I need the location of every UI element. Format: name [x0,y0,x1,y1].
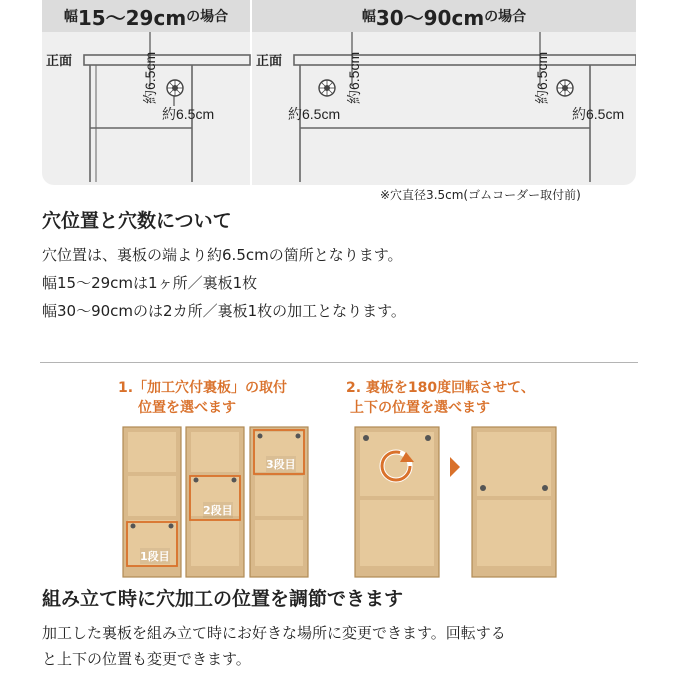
arrow-right-icon [450,457,460,477]
vertical-offset-label: 約6.5cm [346,51,362,104]
shelf-label-2: 2段目 [203,504,233,517]
right-diagram-header: 幅 30〜90cm の場合 [252,0,636,32]
front-label-left: 正面 [46,54,73,69]
horizontal-offset-label: 約6.5cm [162,106,215,122]
left-diagram-header: 幅 15〜29cm の場合 [42,0,250,32]
cabinet-3 [250,427,308,577]
step-1-label: 1.「加工穴付裏板」の取付 位置を選べます [118,380,288,416]
hole-diameter-note: ※穴直径3.5cm(ゴムコーダー取付前) [380,188,581,202]
section-divider [40,362,638,363]
hole-icon [166,79,184,97]
step-2-label: 2. 裏板を180度回転させて、 上下の位置を選べます [346,380,535,416]
shelf-label-3: 3段目 [266,458,296,471]
hole-position-diagram [42,0,636,185]
step-2-rotation-illustration [350,422,570,582]
body-line-3: 幅30〜90cmのは2カ所／裏板1枚の加工となります。 [42,302,406,320]
horizontal-offset-label: 約6.5cm [572,106,625,122]
front-label-right: 正面 [256,54,283,69]
body-line-5: と上下の位置も変更できます。 [42,650,251,668]
section-title-adjust-position: 組み立て時に穴加工の位置を調節できます [42,588,404,610]
cabinet-before-rotation [355,427,439,577]
body-line-1: 穴位置は、裏板の端より約6.5cmの箇所となります。 [42,246,403,264]
horizontal-offset-label: 約6.5cm [288,106,341,122]
cabinet-after-rotation [472,427,556,577]
body-line-4: 加工した裏板を組み立て時にお好きな場所に変更できます。回転する [42,624,506,642]
shelf-label-1: 1段目 [140,550,170,563]
body-line-2: 幅15〜29cmは1ヶ所／裏板1枚 [42,274,258,292]
vertical-offset-label: 約6.5cm [142,51,158,104]
vertical-offset-label: 約6.5cm [534,51,550,104]
hole-icon [318,79,336,97]
hole-icon [556,79,574,97]
section-title-hole-position: 穴位置と穴数について [42,210,232,232]
